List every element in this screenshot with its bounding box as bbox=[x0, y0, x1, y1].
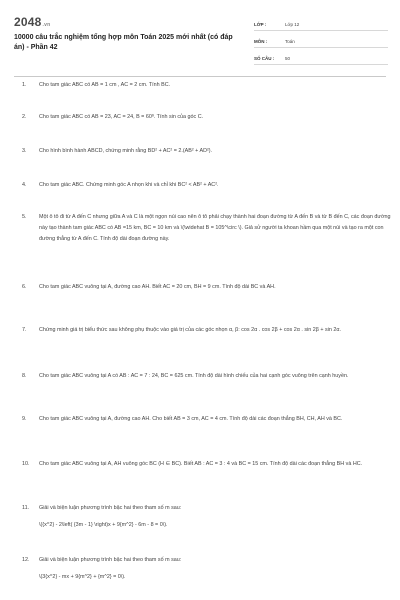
question-text bbox=[39, 503, 392, 531]
question-formula: \(3{x^2} - mx + 9{m^2} + {m^2} = 0\). bbox=[39, 574, 126, 580]
question-text: Cho tam giác ABC. Chứng minh góc A nhọn khi và chỉ khi BC² < AB² + AC². bbox=[39, 182, 219, 188]
question-item bbox=[22, 503, 392, 531]
question-item bbox=[22, 459, 392, 470]
question-text: Chứng minh giá trị biểu thức sau không phụ thuộc vào giá trị của các góc nhọn α, β: cos 2α . cos 2β + cos 2α . sin 2β + sin 2α. bbox=[39, 327, 341, 333]
page-header bbox=[0, 0, 400, 72]
question-item bbox=[22, 325, 392, 336]
meta-value: 50 bbox=[285, 56, 291, 61]
question-text: Cho hình bình hành ABCD, chứng minh rằng BD² + AC² = 2.(AB² + AD²). bbox=[39, 148, 213, 154]
question-number: 4. bbox=[22, 182, 27, 188]
question-item bbox=[22, 180, 392, 191]
meta-value: Lớp 12 bbox=[285, 22, 300, 27]
question-text: Cho tam giác ABC vuông tại A, đường cao AH. Cho biết AB = 3 cm, AC = 4 cm. Tính độ dài các đoạn thẳng BH, CH, AH và BC. bbox=[39, 416, 343, 422]
question-text: Một ô tô đi từ A đến C nhưng giữa A và C là một ngọn núi cao nên ô tô phải chạy thành hai đoạn đường từ A đến B và từ B đến C, các đoạn đường này tạo thành tam giác ABC có AB =15 km, BC = 10 km và \(\widehat B = 105^\circ \). Giả sử người ta khoan hầm qua một núi và tạo ra một con đường thẳng từ A đến C. Tính độ dài đoạn đường này. bbox=[39, 214, 391, 242]
question-item bbox=[22, 80, 392, 91]
question-text-line: Giải và biện luận phương trình bậc hai theo tham số m sau: bbox=[39, 505, 182, 511]
question-item bbox=[22, 371, 392, 382]
question-item bbox=[22, 555, 392, 583]
document-meta bbox=[254, 14, 388, 65]
question-number: 9. bbox=[22, 416, 27, 422]
document-title: 10000 câu trắc nghiệm tổng hợp môn Toán 2025 mới nhất (có đáp án) - Phần 42 bbox=[14, 34, 233, 51]
question-number: 3. bbox=[22, 148, 27, 154]
question-item bbox=[22, 212, 392, 245]
question-item bbox=[22, 112, 392, 123]
meta-label: SỐ CÂU : bbox=[254, 56, 275, 61]
question-item bbox=[22, 414, 392, 425]
logo-text: 2048 bbox=[14, 15, 42, 29]
question-number: 12. bbox=[22, 557, 30, 563]
header-divider bbox=[14, 76, 386, 77]
meta-row-subject bbox=[254, 31, 388, 48]
question-number: 11. bbox=[22, 505, 30, 511]
question-text: Cho tam giác ABC vuông tại A có AB : AC = 7 : 24, BC = 625 cm. Tính độ dài hình chiếu của hai cạnh góc vuông trên cạnh huyền. bbox=[39, 373, 349, 379]
question-text: Cho tam giác ABC vuông tại A, AH vuông góc BC (H ∈ BC). Biết AB : AC = 3 : 4 và BC = 15 cm. Tính độ dài các đoạn thẳng BH và HC. bbox=[39, 461, 363, 467]
question-number: 1. bbox=[22, 82, 27, 88]
question-item bbox=[22, 146, 392, 157]
meta-row-count bbox=[254, 48, 388, 65]
question-number: 7. bbox=[22, 327, 27, 333]
question-number: 5. bbox=[22, 214, 27, 220]
question-text: Cho tam giác ABC có AB = 23, AC = 24, B = 60º. Tính sin của góc C. bbox=[39, 114, 204, 120]
question-number: 8. bbox=[22, 373, 27, 379]
question-number: 6. bbox=[22, 284, 27, 290]
question-text: Cho tam giác ABC có AB = 1 cm , AC = 2 cm. Tính BC. bbox=[39, 82, 171, 88]
question-formula: \({x^2} - 2\left( {3m - 1} \right)x + 9{m^2} - 6m - 8 = 0\). bbox=[39, 522, 168, 528]
meta-value: Toán bbox=[285, 39, 295, 44]
question-number: 10. bbox=[22, 461, 30, 467]
question-number: 2. bbox=[22, 114, 27, 120]
question-item bbox=[22, 282, 392, 293]
meta-label: LỚP : bbox=[254, 22, 267, 27]
meta-label: MÔN : bbox=[254, 39, 268, 44]
site-logo[interactable] bbox=[14, 15, 50, 29]
meta-row-class bbox=[254, 14, 388, 31]
question-text bbox=[39, 555, 392, 583]
question-text: Cho tam giác ABC vuông tại A, đường cao AH. Biết AC = 20 cm, BH = 9 cm. Tính độ dài BC và AH. bbox=[39, 284, 276, 290]
question-text-line: Giải và biện luận phương trình bậc hai theo tham số m sau: bbox=[39, 557, 182, 563]
logo-suffix: .vn bbox=[42, 22, 51, 28]
